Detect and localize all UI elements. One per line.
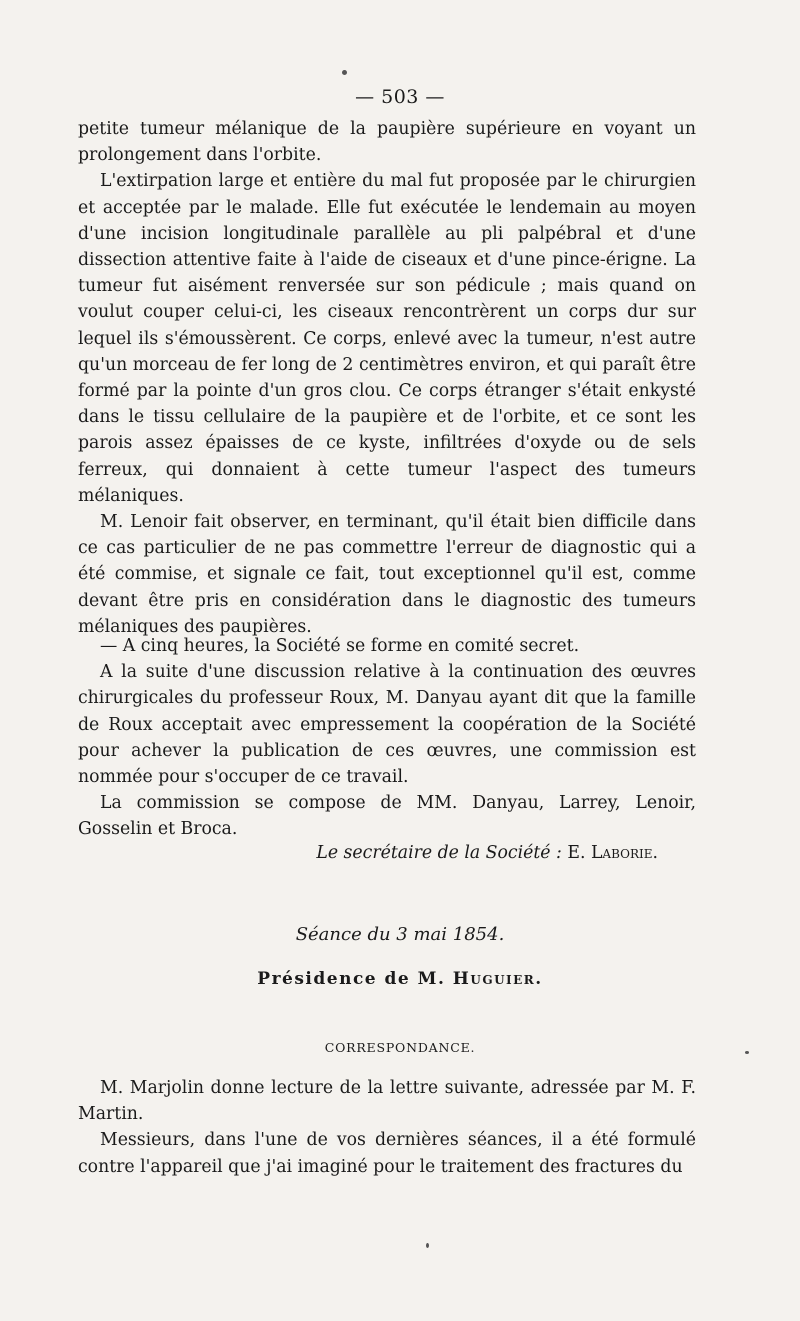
paragraph-roux-works: A la suite d'une discussion relative à la continuation des œuvres chirurgicales du professeur Roux, M. Danyau ayant dit que la famille de Roux acceptait avec empressement la coopération de la Société pour achever la publication de ces œuvres, une commission est nommée pour s'occuper de ce travail. [78, 662, 696, 788]
section-heading-correspondance: CORRESPONDANCE. [324, 1040, 476, 1055]
paragraph-lenoir-remark: M. Lenoir fait observer, en terminant, qu'il était bien difficile dans ce cas particulier de ne pas commettre l'erreur de diagnostic qui a été commise, et signale ce fait, tout exceptionnel qu'il est, comme devant être pris en considération dans le diagnostic des tumeurs mélaniques des paupières. [78, 512, 696, 637]
paragraph-letter-start: Messieurs, dans l'une de vos dernières séances, il a été formulé contre l'appareil que j'ai imaginé pour le traitement des fractures du [78, 1130, 696, 1177]
text-block-lenoir-case [78, 116, 696, 640]
paragraph-comite-secret: — A cinq heures, la Société se forme en comité secret. [100, 636, 580, 656]
ink-speck [745, 1051, 749, 1054]
presidence-line [0, 969, 800, 989]
ink-speck [342, 70, 347, 75]
paragraph-extirpation: L'extirpation large et entière du mal fut proposée par le chirurgien et acceptée par le malade. Elle fut exécutée le lendemain au moyen d'une incision longitudinale parallèle au pli palpébral et d'une dissection attentive faite à l'aide de ciseaux et d'une pince-érigne. La tumeur fut aisément renversée sur son pédicule ; mais quand on voulut couper celui-ci, les ciseaux rencontrèrent un corps dur sur lequel ils s'émoussèrent. Ce corps, enlevé avec la tumeur, n'est autre qu'un morceau de fer long de 2 centimètres environ, et qui paraît être formé par la pointe d'un gros clou. Ce corps étranger s'était enkysté dans le tissu cellulaire de la paupière et de l'orbite, et ce sont les parois assez épaisses de ce kyste, infiltrées d'oxyde ou de sels ferreux, qui donnaient à cette tumeur l'aspect des tumeurs mélaniques. [78, 171, 696, 506]
paragraph-commission: La commission se compose de MM. Danyau, Larrey, Lenoir, Gosselin et Broca. [78, 793, 696, 840]
paragraph-continuation: petite tumeur mélanique de la paupière supérieure en voyant un prolongement dans l'orbite. [78, 119, 696, 166]
secretary-signature [78, 843, 658, 863]
paragraph-marjolin: M. Marjolin donne lecture de la lettre suivante, adressée par M. F. Martin. [78, 1078, 696, 1125]
text-block-comite-secret [78, 633, 696, 843]
presidence-prefix: Présidence de [257, 969, 411, 989]
page-number: — 503 — [355, 86, 445, 108]
signature-prefix: Le secrétaire de la Société : [316, 843, 562, 863]
text-block-correspondance [78, 1075, 696, 1180]
ink-speck [426, 1243, 429, 1248]
presidence-name: M. Huguier. [417, 969, 543, 989]
signature-name: E. Laborie. [567, 843, 658, 863]
seance-title: Séance du 3 mai 1854. [295, 924, 505, 945]
